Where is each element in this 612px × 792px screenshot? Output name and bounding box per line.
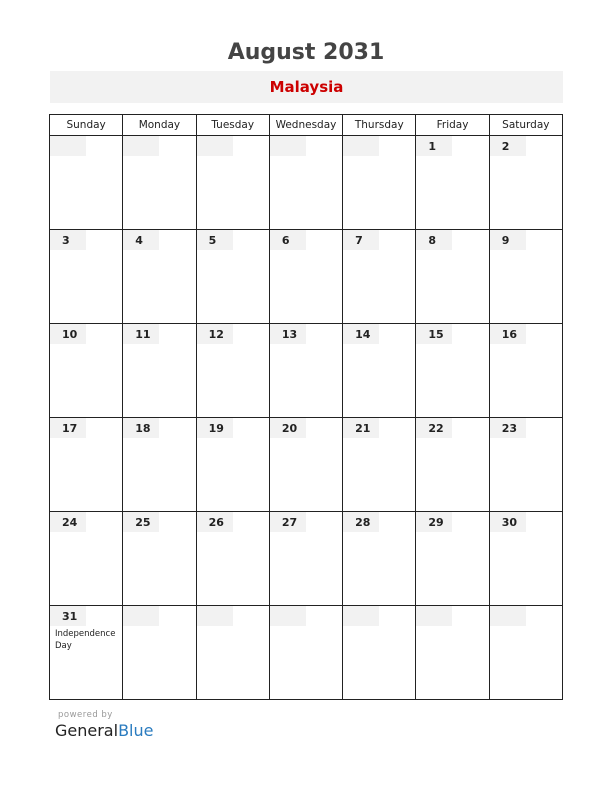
calendar-body bbox=[50, 136, 563, 700]
day-cell[interactable] bbox=[269, 418, 342, 512]
day-cell[interactable] bbox=[489, 606, 562, 700]
day-cell[interactable] bbox=[123, 230, 196, 324]
week-row bbox=[50, 230, 563, 324]
day-cell[interactable] bbox=[343, 606, 416, 700]
country-banner bbox=[50, 71, 563, 103]
day-cell[interactable] bbox=[123, 136, 196, 230]
weekday-thursday: Thursday bbox=[343, 115, 416, 136]
day-number: 16 bbox=[490, 324, 526, 344]
day-number bbox=[343, 606, 379, 626]
day-cell[interactable] bbox=[343, 418, 416, 512]
day-number: 4 bbox=[123, 230, 159, 250]
day-cell[interactable] bbox=[343, 136, 416, 230]
day-number bbox=[50, 136, 86, 156]
day-cell[interactable] bbox=[343, 324, 416, 418]
day-number: 22 bbox=[416, 418, 452, 438]
holiday-label: Independence Day bbox=[55, 629, 116, 651]
day-number: 23 bbox=[490, 418, 526, 438]
day-number: 15 bbox=[416, 324, 452, 344]
weekday-header-row bbox=[50, 115, 563, 136]
day-cell[interactable] bbox=[489, 324, 562, 418]
day-cell[interactable] bbox=[123, 512, 196, 606]
day-cell[interactable] bbox=[343, 512, 416, 606]
day-number: 31 bbox=[50, 606, 86, 626]
weekday-monday: Monday bbox=[123, 115, 196, 136]
day-cell[interactable] bbox=[416, 512, 489, 606]
day-cell[interactable] bbox=[50, 324, 123, 418]
weekday-tuesday: Tuesday bbox=[196, 115, 269, 136]
week-row bbox=[50, 606, 563, 700]
day-cell[interactable] bbox=[269, 136, 342, 230]
day-cell[interactable] bbox=[269, 512, 342, 606]
day-number: 30 bbox=[490, 512, 526, 532]
day-number bbox=[490, 606, 526, 626]
day-number: 7 bbox=[343, 230, 379, 250]
day-cell[interactable] bbox=[489, 512, 562, 606]
day-number: 21 bbox=[343, 418, 379, 438]
day-number: 2 bbox=[490, 136, 526, 156]
day-number: 12 bbox=[197, 324, 233, 344]
day-number: 1 bbox=[416, 136, 452, 156]
day-number: 19 bbox=[197, 418, 233, 438]
day-number: 17 bbox=[50, 418, 86, 438]
day-number bbox=[123, 606, 159, 626]
day-number: 26 bbox=[197, 512, 233, 532]
day-number bbox=[197, 606, 233, 626]
brand-name-part2: Blue bbox=[118, 721, 154, 740]
day-number bbox=[270, 136, 306, 156]
weekday-friday: Friday bbox=[416, 115, 489, 136]
week-row bbox=[50, 324, 563, 418]
brand-logo[interactable] bbox=[55, 721, 153, 740]
day-number: 27 bbox=[270, 512, 306, 532]
day-number bbox=[197, 136, 233, 156]
powered-by-text: powered by bbox=[58, 710, 113, 720]
day-cell[interactable] bbox=[50, 230, 123, 324]
day-cell[interactable] bbox=[196, 418, 269, 512]
day-number: 28 bbox=[343, 512, 379, 532]
day-number: 5 bbox=[197, 230, 233, 250]
country-label: Malaysia bbox=[269, 78, 344, 96]
day-number: 11 bbox=[123, 324, 159, 344]
day-cell[interactable] bbox=[196, 324, 269, 418]
day-cell[interactable] bbox=[123, 606, 196, 700]
day-number bbox=[270, 606, 306, 626]
day-cell[interactable] bbox=[269, 230, 342, 324]
day-number: 3 bbox=[50, 230, 86, 250]
week-row bbox=[50, 136, 563, 230]
day-cell[interactable] bbox=[50, 418, 123, 512]
day-cell[interactable] bbox=[489, 418, 562, 512]
day-cell[interactable] bbox=[50, 136, 123, 230]
day-cell[interactable] bbox=[123, 324, 196, 418]
day-number: 6 bbox=[270, 230, 306, 250]
day-number: 13 bbox=[270, 324, 306, 344]
day-cell[interactable] bbox=[416, 606, 489, 700]
day-number bbox=[343, 136, 379, 156]
day-number: 9 bbox=[490, 230, 526, 250]
day-cell[interactable] bbox=[196, 230, 269, 324]
day-cell[interactable] bbox=[123, 418, 196, 512]
day-number: 29 bbox=[416, 512, 452, 532]
weekday-saturday: Saturday bbox=[489, 115, 562, 136]
day-cell[interactable] bbox=[416, 418, 489, 512]
day-cell[interactable] bbox=[50, 512, 123, 606]
day-cell[interactable] bbox=[416, 230, 489, 324]
day-number: 18 bbox=[123, 418, 159, 438]
brand-name-part1: General bbox=[55, 721, 119, 740]
weekday-sunday: Sunday bbox=[50, 115, 123, 136]
day-cell[interactable] bbox=[269, 606, 342, 700]
day-number bbox=[416, 606, 452, 626]
day-cell[interactable] bbox=[196, 512, 269, 606]
day-number bbox=[123, 136, 159, 156]
day-number: 14 bbox=[343, 324, 379, 344]
day-number: 24 bbox=[50, 512, 86, 532]
day-cell[interactable] bbox=[343, 230, 416, 324]
calendar-grid bbox=[49, 114, 563, 700]
day-cell[interactable] bbox=[196, 136, 269, 230]
calendar-title: August 2031 bbox=[227, 40, 385, 65]
week-row bbox=[50, 512, 563, 606]
day-cell[interactable] bbox=[416, 136, 489, 230]
day-cell[interactable] bbox=[489, 230, 562, 324]
day-number: 20 bbox=[270, 418, 306, 438]
day-cell[interactable] bbox=[196, 606, 269, 700]
weekday-wednesday: Wednesday bbox=[269, 115, 342, 136]
day-cell[interactable] bbox=[416, 324, 489, 418]
week-row bbox=[50, 418, 563, 512]
day-cell[interactable] bbox=[50, 606, 123, 700]
day-cell[interactable] bbox=[269, 324, 342, 418]
day-number: 25 bbox=[123, 512, 159, 532]
day-number: 8 bbox=[416, 230, 452, 250]
day-number: 10 bbox=[50, 324, 86, 344]
day-cell[interactable] bbox=[489, 136, 562, 230]
